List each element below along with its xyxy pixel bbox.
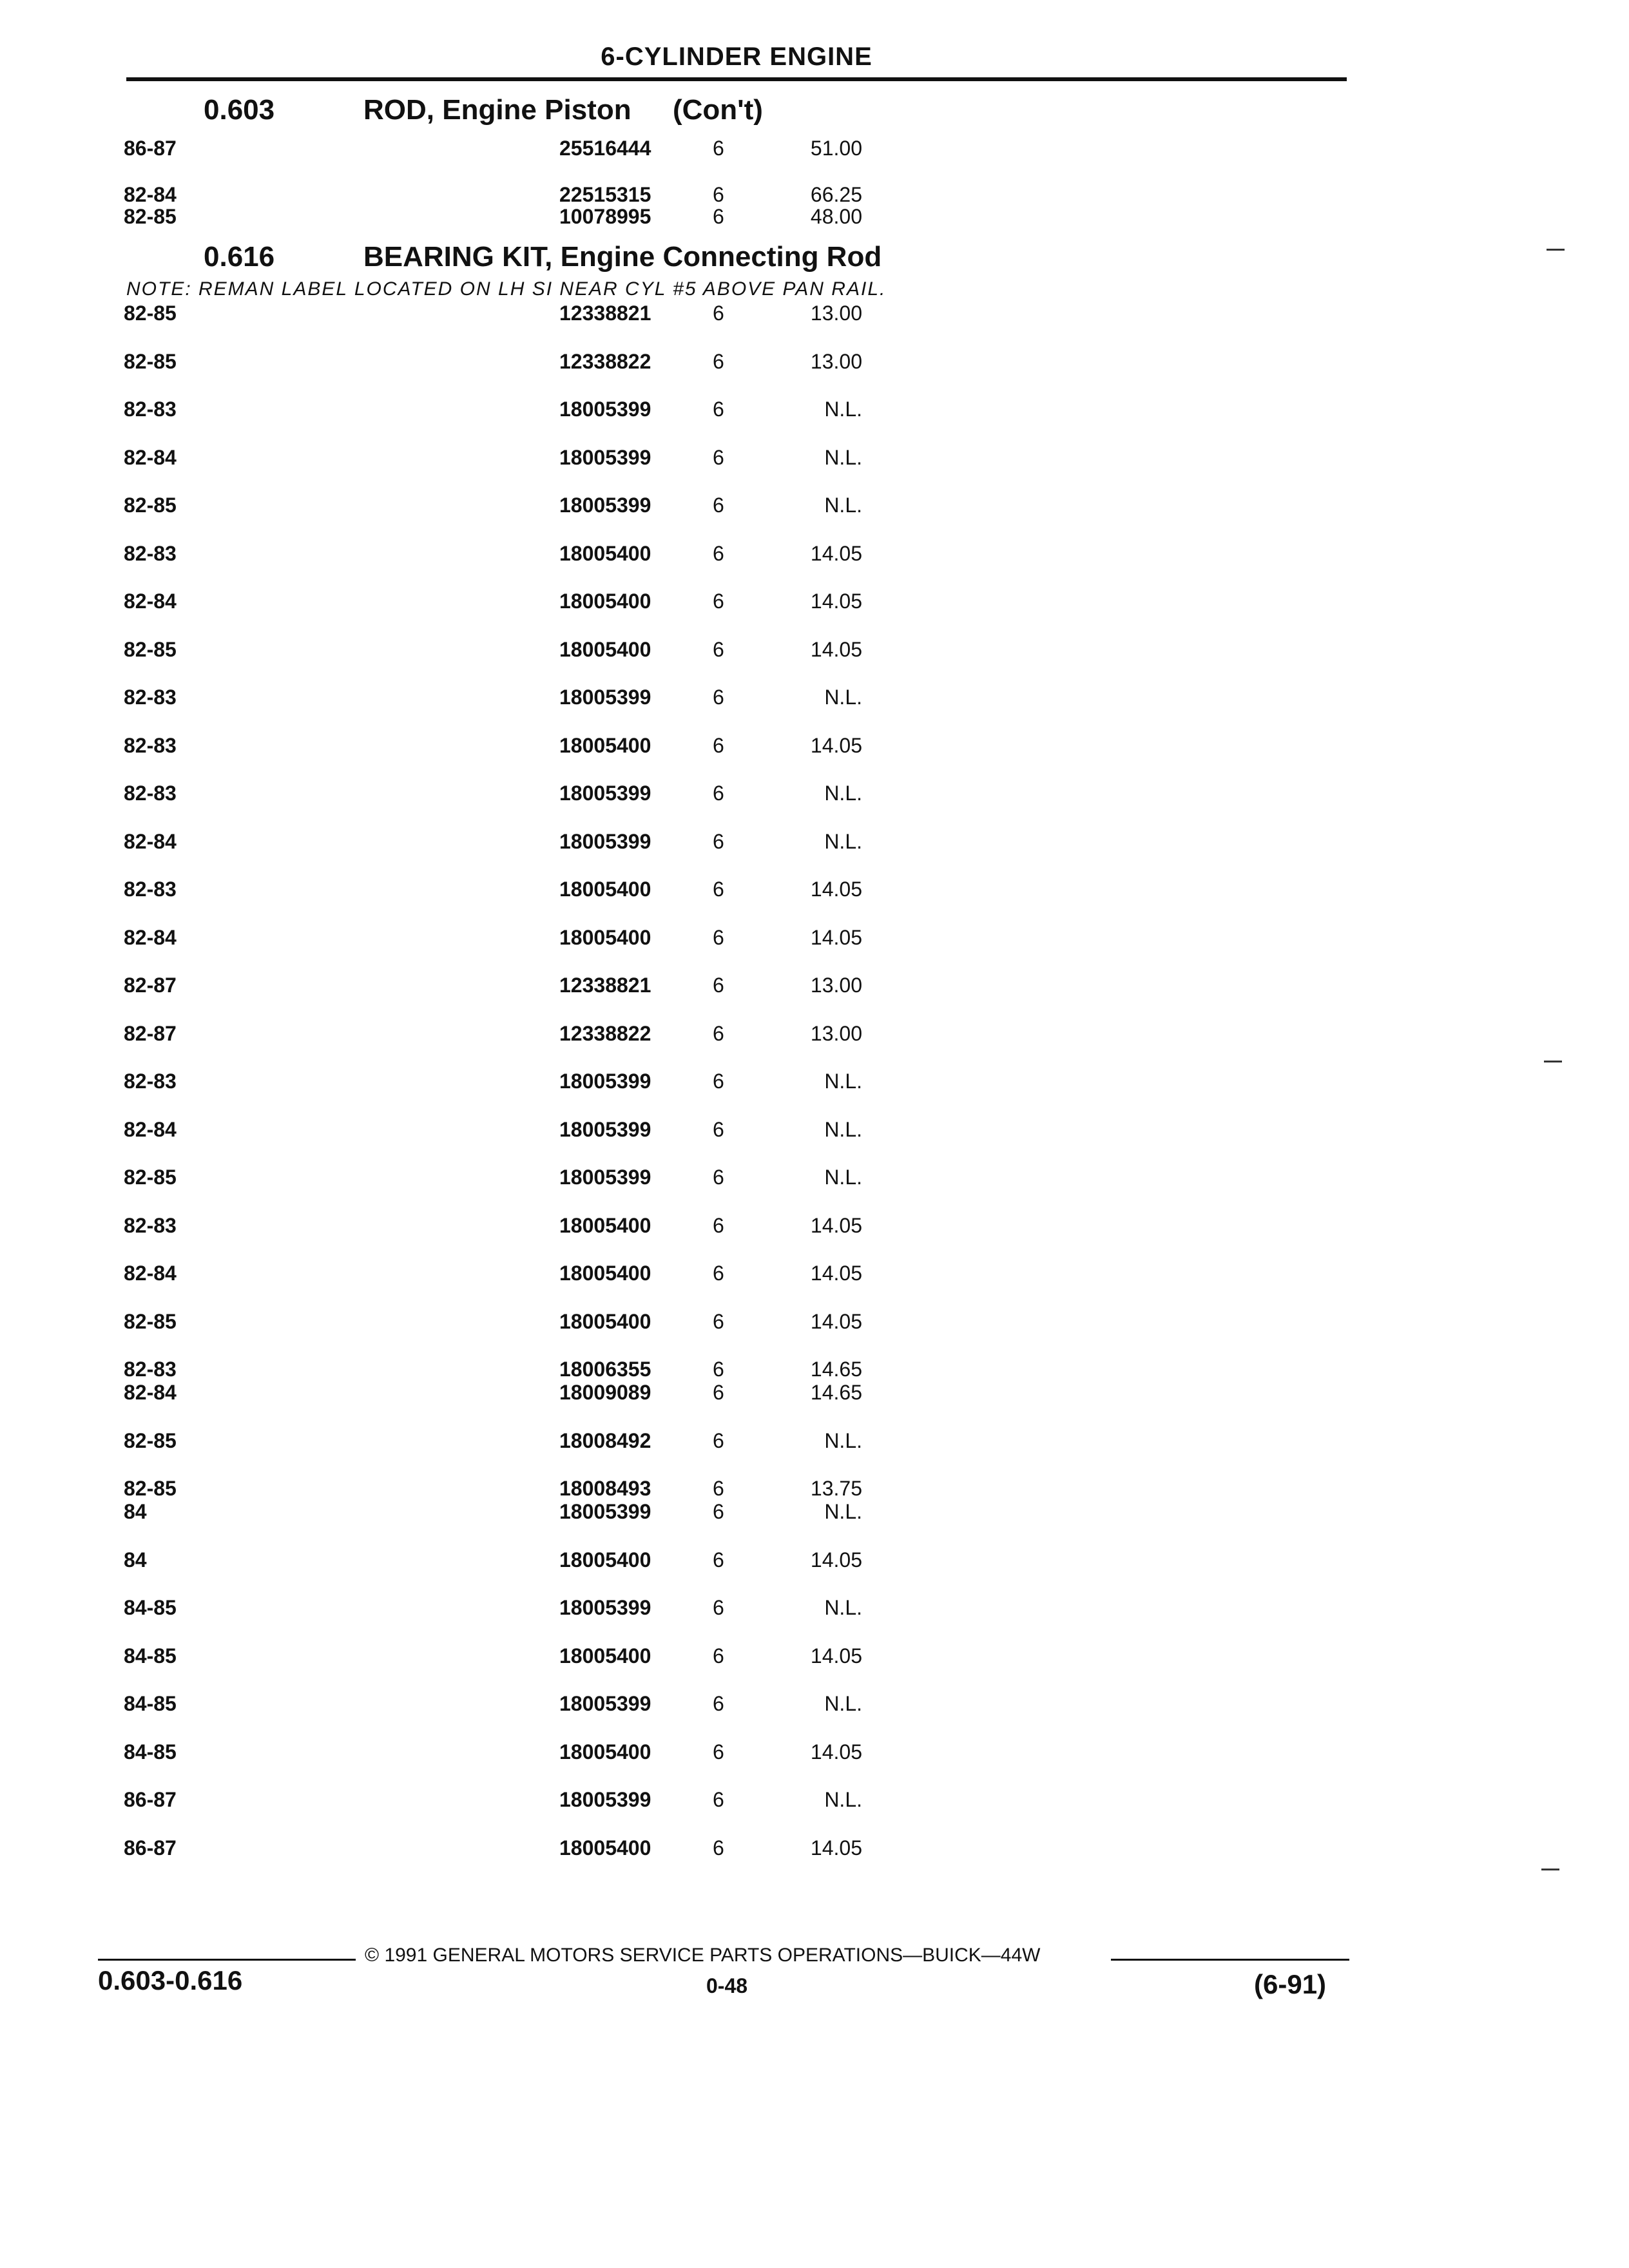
price: 13.00 — [810, 302, 862, 325]
quantity: 6 — [713, 1358, 724, 1381]
quantity: 6 — [713, 1692, 724, 1715]
price: 14.05 — [810, 878, 862, 901]
price: N.L. — [824, 1692, 862, 1715]
price: 14.05 — [810, 1740, 862, 1763]
price: 14.05 — [810, 1309, 862, 1333]
part-number: 18005400 — [559, 1548, 651, 1571]
quantity: 6 — [713, 1477, 724, 1500]
part-number: 10078995 — [559, 205, 651, 228]
quantity: 6 — [713, 183, 724, 206]
part-number: 22515315 — [559, 183, 651, 206]
model-year: 82-85 — [124, 637, 177, 661]
part-number: 18005400 — [559, 637, 651, 661]
part-number: 18005400 — [559, 925, 651, 949]
footer-copyright: © 1991 GENERAL MOTORS SERVICE PARTS OPERATIONS—BUICK—44W — [365, 1945, 1041, 1966]
model-year: 82-83 — [124, 782, 177, 805]
price: N.L. — [824, 1596, 862, 1619]
page-header: 6-CYLINDER ENGINE — [601, 43, 872, 71]
part-number: 18009089 — [559, 1381, 651, 1404]
quantity: 6 — [713, 398, 724, 421]
part-number: 12338822 — [559, 349, 651, 373]
part-number: 18005400 — [559, 1836, 651, 1860]
quantity: 6 — [713, 302, 724, 325]
model-year: 82-84 — [124, 1117, 177, 1141]
part-number: 18005399 — [559, 1500, 651, 1523]
part-number: 12338822 — [559, 1021, 651, 1045]
model-year: 82-83 — [124, 1213, 177, 1237]
part-number: 25516444 — [559, 137, 651, 160]
part-number: 18005400 — [559, 733, 651, 757]
note-text: NOTE: REMAN LABEL LOCATED ON LH SI NEAR CYL #5 ABOVE PAN RAIL. — [126, 278, 887, 300]
part-number: 18005399 — [559, 1692, 651, 1715]
quantity: 6 — [713, 137, 724, 160]
price: N.L. — [824, 829, 862, 853]
quantity: 6 — [713, 686, 724, 709]
part-number: 18008492 — [559, 1428, 651, 1452]
model-year: 82-87 — [124, 1021, 177, 1045]
price: 13.00 — [810, 1021, 862, 1045]
model-year: 82-85 — [124, 1166, 177, 1189]
model-year: 82-83 — [124, 398, 177, 421]
model-year: 82-85 — [124, 1477, 177, 1500]
price: 14.05 — [810, 1213, 862, 1237]
model-year: 82-85 — [124, 349, 177, 373]
price: N.L. — [824, 1788, 862, 1811]
footer-page-number: 0-48 — [706, 1974, 748, 1997]
price: N.L. — [824, 398, 862, 421]
price: 13.00 — [810, 349, 862, 373]
price: 14.05 — [810, 925, 862, 949]
price: N.L. — [824, 1166, 862, 1189]
footer-rule-left — [98, 1959, 356, 1961]
quantity: 6 — [713, 1740, 724, 1763]
model-year: 84-85 — [124, 1596, 177, 1619]
footer-rule-right — [1111, 1959, 1349, 1961]
part-number: 18005400 — [559, 1644, 651, 1667]
quantity: 6 — [713, 1381, 724, 1404]
quantity: 6 — [713, 974, 724, 997]
footer-date: (6-91) — [1254, 1969, 1327, 1999]
price: 66.25 — [810, 183, 862, 206]
price: 14.05 — [810, 1836, 862, 1860]
model-year: 82-85 — [124, 205, 177, 228]
model-year: 86-87 — [124, 1836, 177, 1860]
part-number: 18005399 — [559, 782, 651, 805]
section-name: ROD, Engine Piston — [363, 94, 631, 126]
quantity: 6 — [713, 1166, 724, 1189]
model-year: 82-85 — [124, 302, 177, 325]
price: 14.05 — [810, 590, 862, 613]
model-year: 82-83 — [124, 541, 177, 565]
quantity: 6 — [713, 1309, 724, 1333]
price: N.L. — [824, 686, 862, 709]
price: N.L. — [824, 1117, 862, 1141]
model-year: 82-84 — [124, 829, 177, 853]
quantity: 6 — [713, 733, 724, 757]
price: N.L. — [824, 1070, 862, 1093]
quantity: 6 — [713, 829, 724, 853]
quantity: 6 — [713, 541, 724, 565]
model-year: 82-84 — [124, 590, 177, 613]
model-year: 86-87 — [124, 137, 177, 160]
quantity: 6 — [713, 349, 724, 373]
margin-mark — [1541, 1869, 1559, 1870]
quantity: 6 — [713, 1070, 724, 1093]
model-year: 82-85 — [124, 494, 177, 517]
model-year: 82-84 — [124, 445, 177, 469]
quantity: 6 — [713, 1836, 724, 1860]
quantity: 6 — [713, 1213, 724, 1237]
section-name: BEARING KIT, Engine Connecting Rod — [363, 241, 882, 273]
model-year: 82-85 — [124, 1428, 177, 1452]
quantity: 6 — [713, 1500, 724, 1523]
part-number: 18005400 — [559, 590, 651, 613]
price: N.L. — [824, 1428, 862, 1452]
part-number: 12338821 — [559, 302, 651, 325]
quantity: 6 — [713, 205, 724, 228]
part-number: 18005400 — [559, 878, 651, 901]
price: 14.05 — [810, 1548, 862, 1571]
quantity: 6 — [713, 494, 724, 517]
part-number: 12338821 — [559, 974, 651, 997]
quantity: 6 — [713, 1021, 724, 1045]
price: 14.65 — [810, 1381, 862, 1404]
price: 13.75 — [810, 1477, 862, 1500]
model-year: 82-83 — [124, 1358, 177, 1381]
model-year: 82-83 — [124, 733, 177, 757]
price: 14.05 — [810, 1644, 862, 1667]
price: N.L. — [824, 445, 862, 469]
part-number: 18006355 — [559, 1358, 651, 1381]
model-year: 84-85 — [124, 1644, 177, 1667]
part-number: 18005400 — [559, 1262, 651, 1285]
model-year: 82-84 — [124, 1381, 177, 1404]
section-continued: (Con't) — [673, 94, 763, 126]
part-number: 18005399 — [559, 398, 651, 421]
model-year: 82-87 — [124, 974, 177, 997]
part-number: 18005399 — [559, 494, 651, 517]
part-number: 18005400 — [559, 1213, 651, 1237]
model-year: 82-83 — [124, 1070, 177, 1093]
model-year: 82-84 — [124, 183, 177, 206]
quantity: 6 — [713, 1262, 724, 1285]
model-year: 82-84 — [124, 1262, 177, 1285]
quantity: 6 — [713, 1117, 724, 1141]
model-year: 86-87 — [124, 1788, 177, 1811]
quantity: 6 — [713, 637, 724, 661]
margin-mark — [1544, 1061, 1562, 1062]
margin-mark — [1547, 249, 1565, 251]
part-number: 18005399 — [559, 445, 651, 469]
model-year: 82-85 — [124, 1309, 177, 1333]
part-number: 18005399 — [559, 686, 651, 709]
quantity: 6 — [713, 1428, 724, 1452]
part-number: 18005399 — [559, 829, 651, 853]
price: 14.65 — [810, 1358, 862, 1381]
price: N.L. — [824, 1500, 862, 1523]
quantity: 6 — [713, 782, 724, 805]
quantity: 6 — [713, 878, 724, 901]
part-number: 18005400 — [559, 1309, 651, 1333]
model-year: 84 — [124, 1500, 147, 1523]
price: 13.00 — [810, 974, 862, 997]
model-year: 84 — [124, 1548, 147, 1571]
part-number: 18005399 — [559, 1166, 651, 1189]
model-year: 82-84 — [124, 925, 177, 949]
footer-section-range: 0.603-0.616 — [98, 1965, 243, 1995]
quantity: 6 — [713, 1548, 724, 1571]
part-number: 18005399 — [559, 1070, 651, 1093]
quantity: 6 — [713, 1788, 724, 1811]
quantity: 6 — [713, 925, 724, 949]
part-number: 18005399 — [559, 1117, 651, 1141]
part-number: 18005399 — [559, 1788, 651, 1811]
model-year: 82-83 — [124, 878, 177, 901]
price: 48.00 — [810, 205, 862, 228]
part-number: 18005400 — [559, 541, 651, 565]
model-year: 84-85 — [124, 1740, 177, 1763]
section-number: 0.616 — [204, 241, 275, 273]
price: 14.05 — [810, 637, 862, 661]
price: 14.05 — [810, 541, 862, 565]
section-number: 0.603 — [204, 94, 275, 126]
model-year: 84-85 — [124, 1692, 177, 1715]
quantity: 6 — [713, 1644, 724, 1667]
price: 51.00 — [810, 137, 862, 160]
price: 14.05 — [810, 733, 862, 757]
quantity: 6 — [713, 590, 724, 613]
quantity: 6 — [713, 1596, 724, 1619]
part-number: 18005399 — [559, 1596, 651, 1619]
part-number: 18005400 — [559, 1740, 651, 1763]
quantity: 6 — [713, 445, 724, 469]
price: 14.05 — [810, 1262, 862, 1285]
price: N.L. — [824, 782, 862, 805]
model-year: 82-83 — [124, 686, 177, 709]
part-number: 18008493 — [559, 1477, 651, 1500]
price: N.L. — [824, 494, 862, 517]
header-rule — [126, 77, 1347, 81]
